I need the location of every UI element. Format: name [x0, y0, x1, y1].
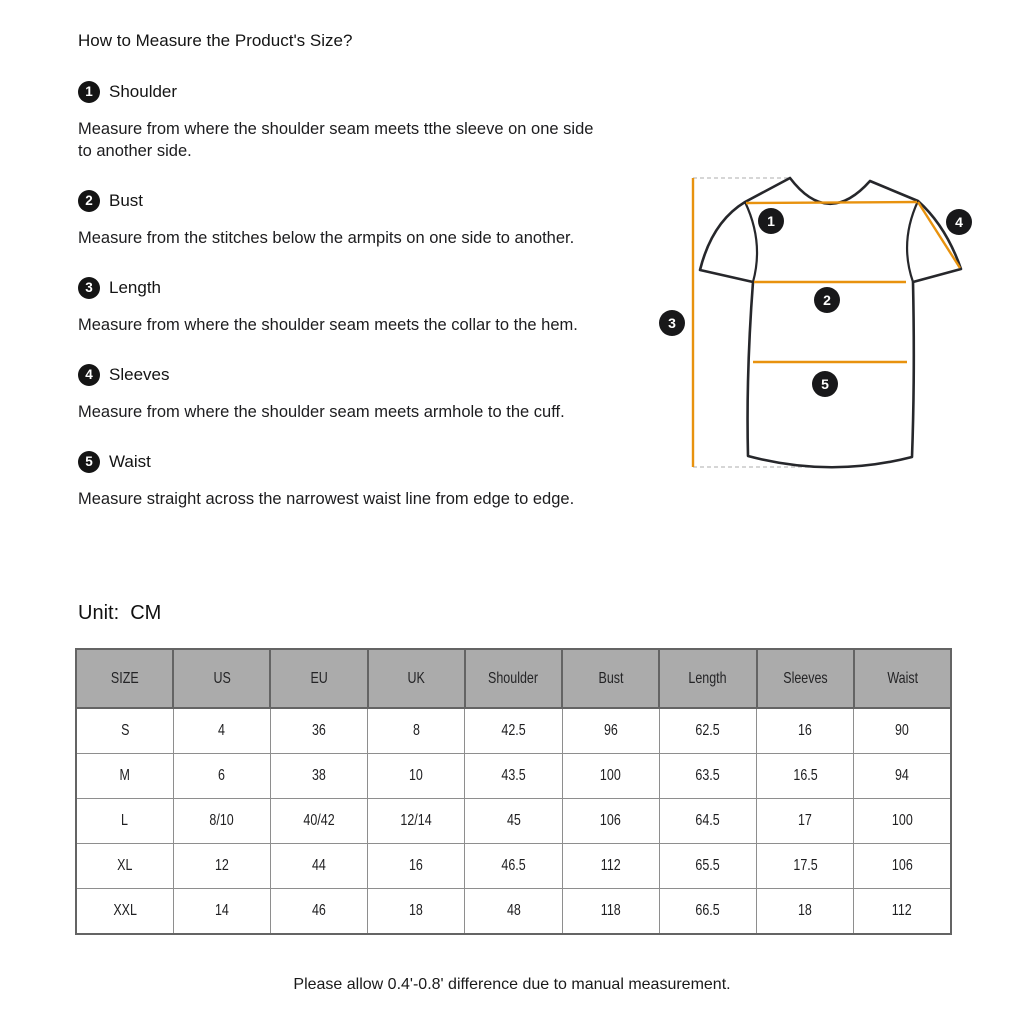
- column-header: [854, 649, 951, 708]
- header-text: UK: [407, 669, 425, 687]
- cell-text: 12: [214, 857, 229, 874]
- column-header: [659, 649, 756, 708]
- cell-text: 38: [312, 767, 326, 784]
- table-row-xxl: [76, 889, 951, 935]
- number-badge-2: 2: [78, 190, 100, 212]
- cell-text: XXL: [113, 902, 137, 919]
- section-description: Measure from where the shoulder seam meets the collar to the hem.: [78, 316, 578, 334]
- size-cell: [757, 844, 854, 889]
- column-header: [465, 649, 562, 708]
- size-cell: [854, 754, 951, 799]
- size-cell: [659, 844, 756, 889]
- diagram-marker-1: 1: [758, 208, 784, 234]
- cell-text: 62.5: [695, 722, 721, 739]
- section-bust: [78, 189, 600, 249]
- section-label: Shoulder: [109, 82, 178, 101]
- size-table-body: [76, 708, 951, 934]
- section-length: [78, 276, 600, 336]
- size-cell: [659, 708, 756, 754]
- size-cell: [465, 754, 562, 799]
- size-cell: [368, 799, 465, 844]
- size-table: [75, 648, 952, 935]
- size-cell: [173, 889, 270, 935]
- size-cell: [465, 844, 562, 889]
- tshirt-outline-path: [700, 178, 961, 467]
- cell-text: 46.5: [501, 857, 526, 874]
- cell-text: 45: [506, 812, 521, 829]
- cell-text: 16.5: [792, 767, 818, 784]
- cell-text: 36: [312, 722, 326, 739]
- cell-text: 63.5: [695, 767, 721, 784]
- cell-text: 106: [891, 857, 913, 874]
- size-table-head: [76, 649, 951, 708]
- size-cell: [173, 754, 270, 799]
- cell-text: L: [121, 812, 129, 829]
- cell-text: 16: [409, 857, 424, 874]
- size-cell: [270, 889, 367, 935]
- diagram-marker-5: 5: [812, 371, 838, 397]
- cell-text: 14: [214, 902, 229, 919]
- section-shoulder: [78, 80, 600, 162]
- cell-text: 94: [895, 767, 910, 784]
- section-heading: [78, 276, 600, 300]
- cell-text: 16: [798, 722, 813, 739]
- cell-text: 48: [506, 902, 521, 919]
- cell-text: 96: [603, 722, 618, 739]
- number-badge-3: 3: [78, 277, 100, 299]
- size-cell: [757, 889, 854, 935]
- cell-text: 17: [798, 812, 813, 829]
- cell-text: 64.5: [695, 812, 721, 829]
- measurement-diagram: [640, 150, 1024, 500]
- cell-text: 44: [312, 857, 326, 874]
- cell-text: 46: [312, 902, 326, 919]
- size-cell: [368, 754, 465, 799]
- section-heading: [78, 363, 600, 387]
- size-cell: [854, 889, 951, 935]
- size-cell: [562, 844, 659, 889]
- number-badge-5: 5: [78, 451, 100, 473]
- cell-text: 18: [798, 902, 813, 919]
- table-row-m: [76, 754, 951, 799]
- page-title: How to Measure the Product's Size?: [78, 31, 353, 50]
- header-text: Length: [688, 669, 728, 687]
- diagram-marker-2: 2: [814, 287, 840, 313]
- header-text: US: [213, 669, 231, 687]
- size-cell: [368, 708, 465, 754]
- size-cell: [659, 799, 756, 844]
- size-cell: [76, 844, 173, 889]
- size-cell: [562, 799, 659, 844]
- table-row-l: [76, 799, 951, 844]
- cell-text: 100: [891, 812, 913, 829]
- section-heading: [78, 80, 600, 104]
- header-text: Bust: [598, 669, 624, 687]
- cell-text: 12/14: [400, 812, 432, 829]
- footer-note: Please allow 0.4'-0.8' difference due to manual measurement.: [293, 976, 731, 993]
- header-text: Sleeves: [782, 669, 828, 687]
- section-heading: [78, 450, 600, 474]
- column-header: [368, 649, 465, 708]
- size-cell: [368, 889, 465, 935]
- cell-text: 8/10: [209, 812, 234, 829]
- size-cell: [659, 889, 756, 935]
- section-heading: [78, 189, 600, 213]
- size-cell: [757, 754, 854, 799]
- size-cell: [562, 708, 659, 754]
- table-row-s: [76, 708, 951, 754]
- instructions-column: [78, 30, 600, 537]
- size-cell: [76, 799, 173, 844]
- column-header: [757, 649, 854, 708]
- section-description: Measure from where the shoulder seam meets armhole to the cuff.: [78, 403, 565, 421]
- size-cell: [76, 754, 173, 799]
- unit-label: Unit: CM: [78, 602, 162, 624]
- header-text: SIZE: [110, 669, 139, 687]
- size-cell: [368, 844, 465, 889]
- section-label: Bust: [109, 191, 144, 210]
- diagram-marker-3: 3: [659, 310, 685, 336]
- size-cell: [757, 708, 854, 754]
- cell-text: 112: [892, 902, 913, 919]
- size-cell: [76, 708, 173, 754]
- size-cell: [659, 754, 756, 799]
- size-cell: [465, 708, 562, 754]
- cell-text: S: [120, 722, 130, 739]
- size-cell: [562, 889, 659, 935]
- cell-text: 10: [409, 767, 424, 784]
- cell-text: 100: [600, 767, 622, 784]
- header-text: EU: [310, 669, 328, 687]
- size-cell: [270, 799, 367, 844]
- cell-text: 106: [600, 812, 622, 829]
- size-cell: [465, 799, 562, 844]
- cell-text: 65.5: [695, 857, 721, 874]
- section-waist: [78, 450, 600, 510]
- size-cell: [757, 799, 854, 844]
- cell-text: XL: [117, 857, 133, 874]
- number-badge-1: 1: [78, 81, 100, 103]
- column-header: [173, 649, 270, 708]
- column-header: [76, 649, 173, 708]
- tshirt-diagram-svg: [640, 150, 1024, 500]
- size-cell: [562, 754, 659, 799]
- cell-text: M: [119, 767, 131, 784]
- cell-text: 112: [600, 857, 621, 874]
- cell-text: 18: [409, 902, 424, 919]
- size-cell: [173, 844, 270, 889]
- section-description: Measure from the stitches below the armpits on one side to another.: [78, 229, 575, 247]
- header-text: Waist: [887, 669, 918, 687]
- size-cell: [270, 708, 367, 754]
- size-cell: [854, 708, 951, 754]
- size-cell: [173, 799, 270, 844]
- cell-text: 17.5: [792, 857, 818, 874]
- table-row-xl: [76, 844, 951, 889]
- cell-text: 6: [218, 767, 226, 784]
- shoulder-measure-line: [746, 202, 917, 203]
- header-row: [76, 649, 951, 708]
- section-description: Measure from where the shoulder seam meets tthe sleeve on one side to another side.: [78, 120, 594, 160]
- header-text: Shoulder: [488, 669, 539, 687]
- cell-text: 42.5: [501, 722, 526, 739]
- size-cell: [76, 889, 173, 935]
- cell-text: 118: [600, 902, 621, 919]
- section-sleeves: [78, 363, 600, 423]
- cell-text: 66.5: [695, 902, 721, 919]
- size-cell: [854, 799, 951, 844]
- cell-text: 90: [895, 722, 910, 739]
- size-cell: [465, 889, 562, 935]
- size-cell: [270, 844, 367, 889]
- cell-text: 4: [218, 722, 226, 739]
- section-label: Length: [109, 278, 161, 297]
- number-badge-4: 4: [78, 364, 100, 386]
- size-cell: [270, 754, 367, 799]
- cell-text: 40/42: [303, 812, 335, 829]
- column-header: [270, 649, 367, 708]
- section-label: Waist: [109, 452, 151, 471]
- column-header: [562, 649, 659, 708]
- section-description: Measure straight across the narrowest waist line from edge to edge.: [78, 490, 575, 508]
- section-label: Sleeves: [109, 365, 170, 384]
- size-cell: [854, 844, 951, 889]
- cell-text: 43.5: [501, 767, 526, 784]
- diagram-marker-4: 4: [946, 209, 972, 235]
- cell-text: 8: [412, 722, 420, 739]
- size-cell: [173, 708, 270, 754]
